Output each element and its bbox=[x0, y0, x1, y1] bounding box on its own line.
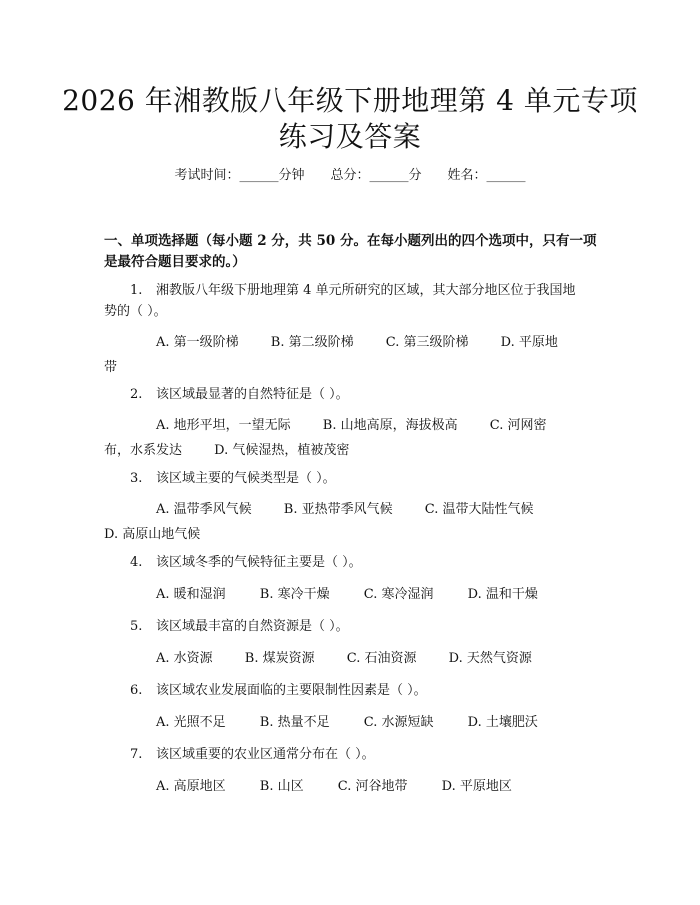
option-c-wrap: 布，水系发达 bbox=[104, 443, 183, 458]
option-d: D. 温和干燥 bbox=[467, 587, 538, 602]
option-b: B. 寒冷干燥 bbox=[259, 587, 330, 602]
question-stem: 该区域农业发展面临的主要限制性因素是（ ）。 bbox=[156, 683, 427, 698]
page-title-line2: 练习及答案 bbox=[278, 120, 422, 153]
question-number: 5. bbox=[130, 619, 143, 634]
exam-meta bbox=[0, 166, 700, 186]
question-2-options bbox=[104, 413, 600, 463]
question-number: 2. bbox=[130, 387, 143, 402]
section-heading-line1: 一、单项选择题（每小题 2 分，共 50 分。在每小题列出的四个选项中，只有一项 bbox=[104, 233, 597, 249]
question-3-options bbox=[104, 497, 600, 547]
exam-time-field: 考试时间：______分钟 bbox=[174, 168, 305, 183]
question-stem: 该区域重要的农业区通常分布在（ ）。 bbox=[156, 747, 375, 762]
question-3 bbox=[104, 468, 600, 489]
question-number: 1. bbox=[130, 283, 143, 298]
question-2 bbox=[104, 384, 600, 405]
option-b: B. 亚热带季风气候 bbox=[283, 502, 393, 517]
question-5-options bbox=[104, 646, 600, 671]
option-b: B. 煤炭资源 bbox=[244, 651, 315, 666]
question-7-options bbox=[104, 774, 600, 799]
section-heading bbox=[104, 231, 600, 273]
option-d: D. 气候湿热，植被茂密 bbox=[214, 443, 350, 458]
page-title-line1: 2026 年湘教版八年级下册地理第 4 单元专项 bbox=[62, 84, 638, 117]
question-stem-cont: 势的（ ）。 bbox=[104, 304, 167, 319]
option-c: C. 第三级阶梯 bbox=[385, 335, 469, 350]
question-4 bbox=[104, 552, 600, 573]
question-stem: 湘教版八年级下册地理第 4 单元所研究的区域，其大部分地区位于我国地 bbox=[156, 283, 576, 298]
option-d-wrap: 带 bbox=[104, 360, 118, 375]
option-c: C. 河谷地带 bbox=[337, 779, 408, 794]
section-heading-line2: 是最符合题目要求的。） bbox=[104, 254, 246, 270]
option-d: D. 平原地区 bbox=[441, 779, 512, 794]
option-a: A. 地形平坦，一望无际 bbox=[156, 418, 291, 433]
option-d: D. 平原地 bbox=[500, 335, 558, 350]
question-4-options bbox=[104, 582, 600, 607]
question-number: 3. bbox=[130, 471, 143, 486]
question-stem: 该区域冬季的气候特征主要是（ ）。 bbox=[156, 555, 362, 570]
option-d: D. 高原山地气候 bbox=[104, 527, 201, 542]
option-d: D. 土壤肥沃 bbox=[467, 715, 538, 730]
option-a: A. 水资源 bbox=[156, 651, 213, 666]
option-b: B. 山地高原，海拔极高 bbox=[322, 418, 458, 433]
question-1-options bbox=[104, 330, 600, 380]
option-b: B. 热量不足 bbox=[259, 715, 330, 730]
question-7 bbox=[104, 744, 600, 765]
option-c: C. 石油资源 bbox=[346, 651, 417, 666]
question-6 bbox=[104, 680, 600, 701]
question-number: 4. bbox=[130, 555, 143, 570]
question-1 bbox=[104, 280, 600, 322]
question-stem: 该区域最丰富的自然资源是（ ）。 bbox=[156, 619, 349, 634]
option-c: C. 温带大陆性气候 bbox=[424, 502, 534, 517]
student-name-field: 姓名：______ bbox=[447, 168, 526, 183]
option-c: C. 寒冷湿润 bbox=[363, 587, 434, 602]
option-b: B. 第二级阶梯 bbox=[270, 335, 354, 350]
option-c: C. 河网密 bbox=[489, 418, 547, 433]
option-d: D. 天然气资源 bbox=[448, 651, 532, 666]
option-a: A. 高原地区 bbox=[156, 779, 226, 794]
option-a: A. 第一级阶梯 bbox=[156, 335, 239, 350]
option-b: B. 山区 bbox=[259, 779, 304, 794]
option-a: A. 光照不足 bbox=[156, 715, 226, 730]
question-stem: 该区域最显著的自然特征是（ ）。 bbox=[156, 387, 349, 402]
option-a: A. 暖和湿润 bbox=[156, 587, 226, 602]
question-6-options bbox=[104, 710, 600, 735]
total-score-field: 总分：______分 bbox=[330, 168, 422, 183]
question-stem: 该区域主要的气候类型是（ ）。 bbox=[156, 471, 336, 486]
question-number: 6. bbox=[130, 683, 143, 698]
option-a: A. 温带季风气候 bbox=[156, 502, 252, 517]
question-number: 7. bbox=[130, 747, 143, 762]
option-c: C. 水源短缺 bbox=[363, 715, 434, 730]
question-5 bbox=[104, 616, 600, 637]
